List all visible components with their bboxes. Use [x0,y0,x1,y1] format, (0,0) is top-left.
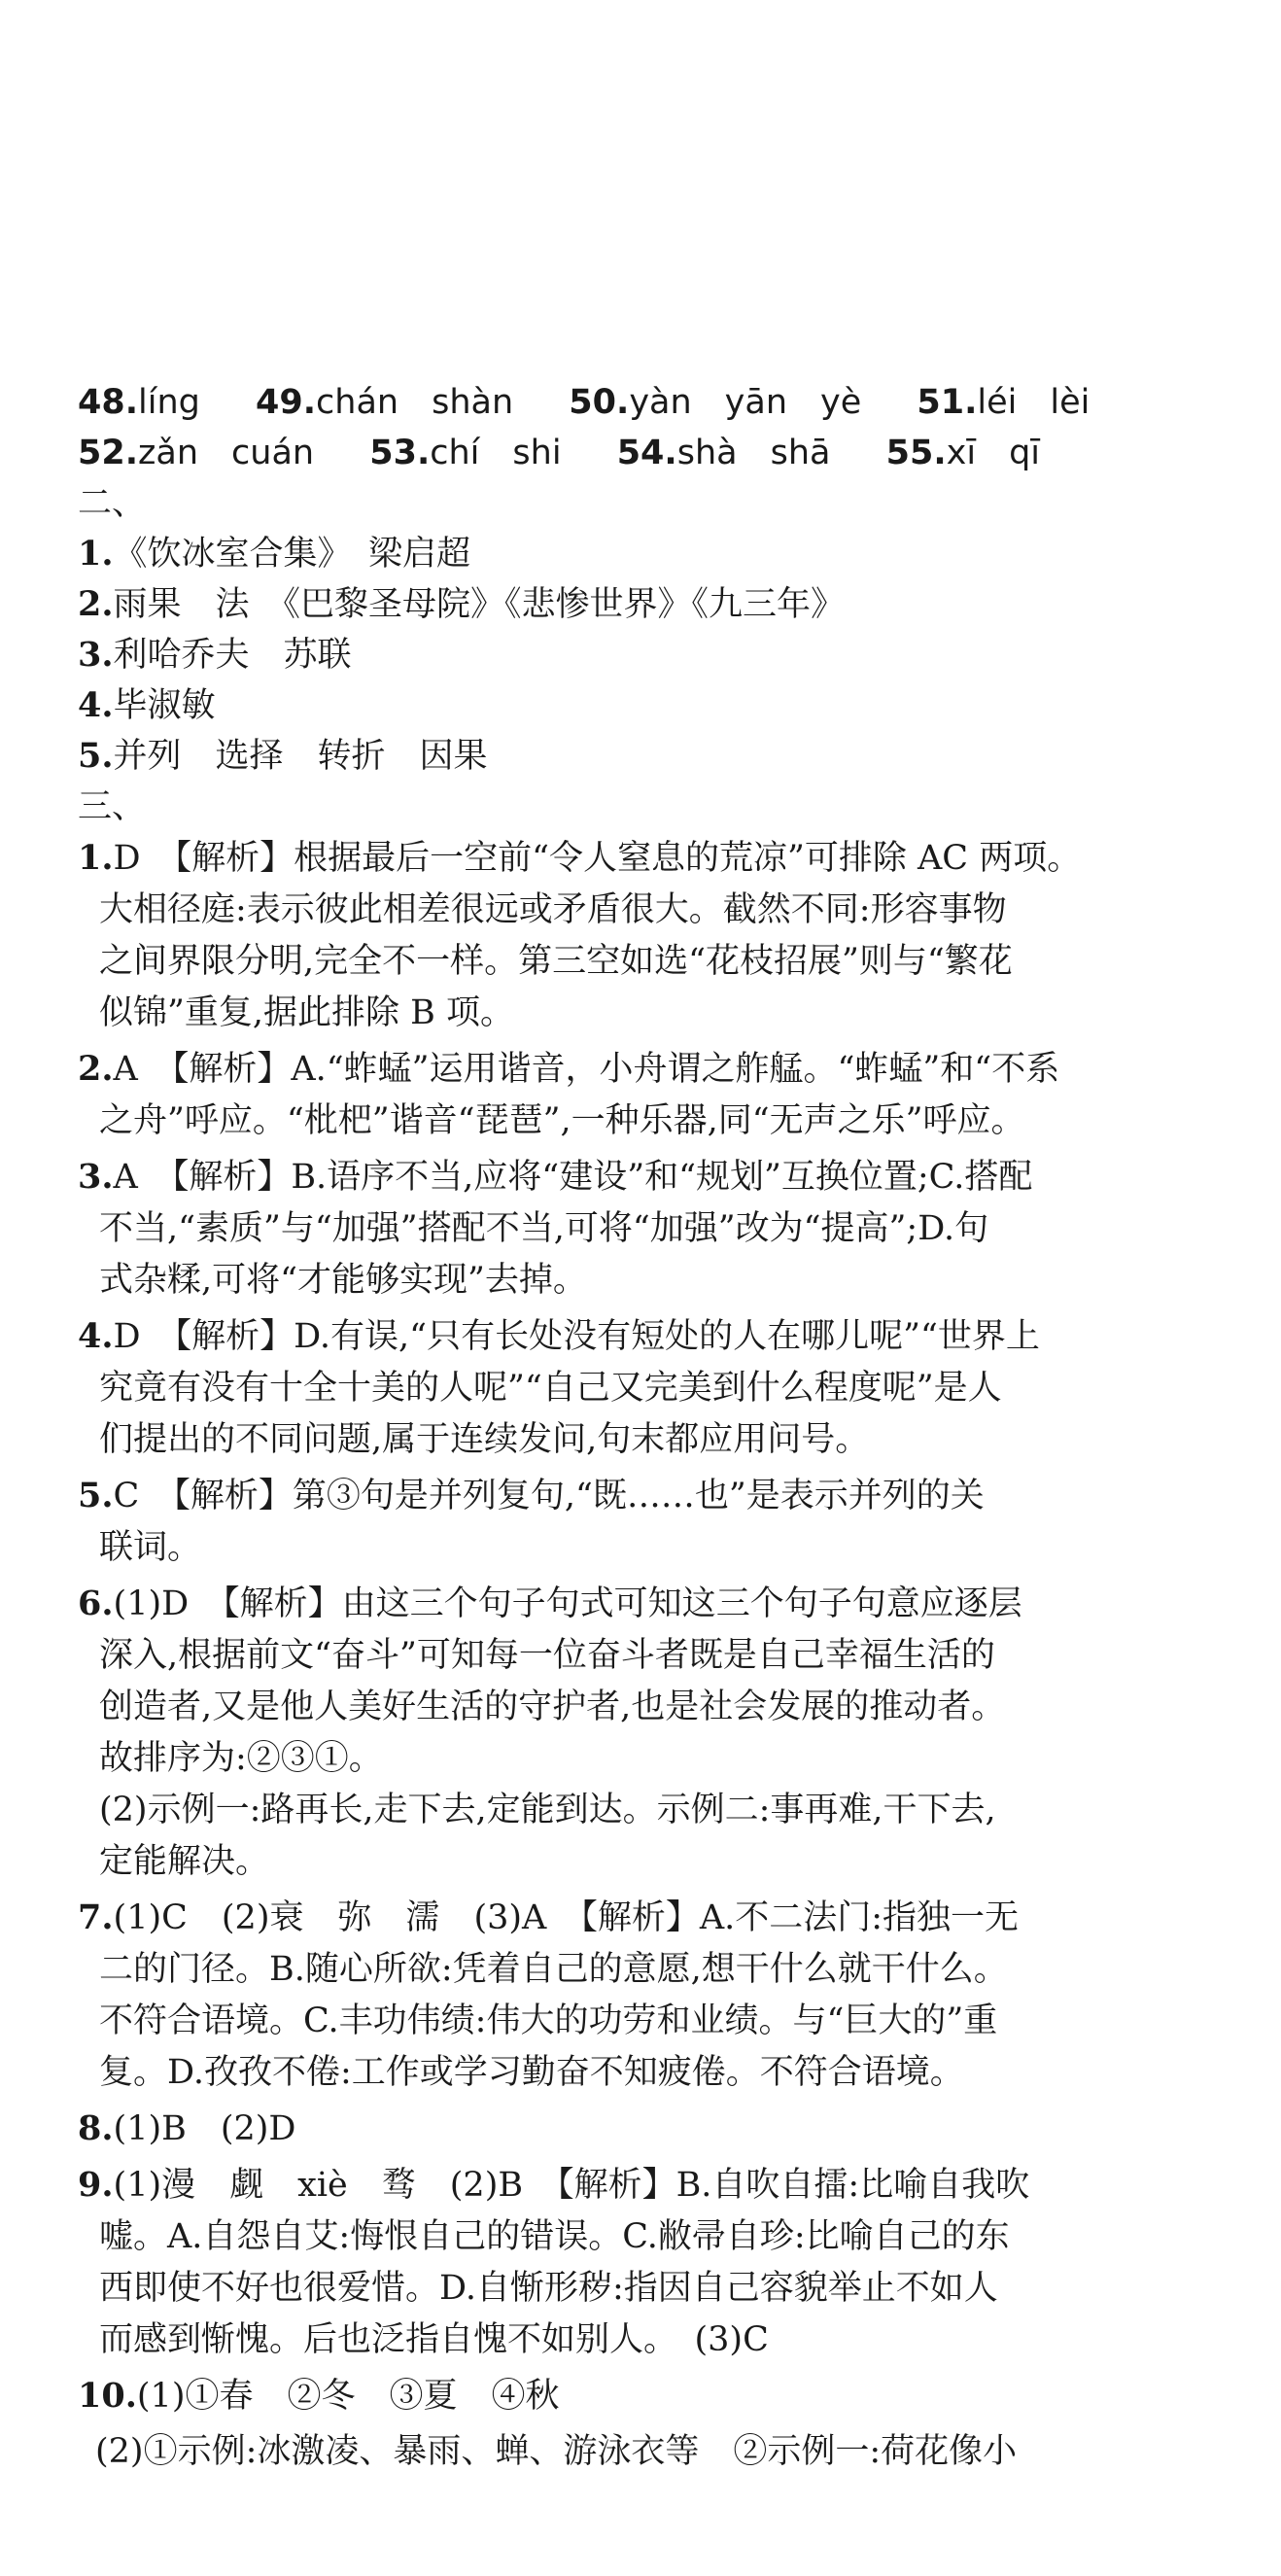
answer-text: 不符合语境。C.丰功伟绩:伟大的功劳和业绩。与“巨大的”重 [99,2002,998,2040]
question-number: 3. [78,635,114,675]
pinyin-answer: lèi [1050,383,1091,422]
answer-item [78,2103,1225,2155]
answer-text: 嘘。A.自怨自艾:悔恨自己的错误。C.敝帚自珍:比喻自己的东 [99,2217,1010,2256]
answer-text: (1)①春 ②冬 ③夏 ④秋 [136,2377,560,2416]
answer-line [78,1203,1225,1255]
pinyin-answer: yàn [629,383,692,422]
answer-text: (1)漫 觑 xiè 骛 (2)B 【解析】B.自吹自擂:比喻自我吹 [113,2166,1030,2205]
answer-line [78,1836,1225,1888]
answer-text: A 【解析】B.语序不当,应将“建设”和“规划”互换位置;C.搭配 [113,1158,1033,1197]
answer-item [78,680,1225,731]
answer-text: 二的门径。B.随心所欲:凭着自己的意愿,想干什么就干什么。 [99,1950,1008,1989]
answer-line [78,2263,1225,2315]
answer-line [78,2211,1225,2263]
answer-line [78,1151,1225,1203]
pinyin-answer: líng [138,383,200,422]
question-number: 2. [78,584,114,624]
question-number: 49. [256,383,317,422]
answer-line [78,885,1225,936]
question-number: 53. [369,434,431,472]
answer-item [78,832,1225,1039]
question-number: 48. [78,383,139,422]
answer-item [78,529,1225,579]
answer-text: 西即使不好也很爱惜。D.自惭形秽:指因自己容貌举止不如人 [99,2269,998,2308]
answer-line [78,1892,1225,1944]
answer-line [78,936,1225,988]
answer-item [78,1310,1225,1466]
question-number: 1. [78,534,114,574]
question-number: 4. [78,1316,114,1356]
question-number: 3. [78,1157,114,1197]
answer-line [78,2047,1225,2099]
answer-item [78,1892,1225,2099]
answer-text: 定能解决。 [99,1842,270,1881]
pinyin-answer: qī [1009,434,1041,472]
pinyin-answer: léi [977,383,1018,422]
answer-item [78,1151,1225,1306]
question-number: 6. [78,1584,114,1623]
question-number: 10. [78,2376,137,2416]
pinyin-answer: shàn [432,383,514,422]
answer-line [78,2315,1225,2366]
question-number: 55. [885,434,947,472]
answer-line [78,1363,1225,1414]
answer-text: 创造者,又是他人美好生活的守护者,也是社会发展的推动者。 [99,1688,1006,1726]
answer-text: 之间界限分明,完全不一样。第三空如选“花枝招展”则与“繁花 [99,942,1013,981]
pinyin-answer: chán [316,383,399,422]
question-number: 7. [78,1897,114,1937]
answer-text: 故排序为:②③①。 [99,1739,383,1778]
section-3-list [78,832,1225,2422]
answer-text: D 【解析】D.有误,“只有长处没有短处的人在哪儿呢”“世界上 [113,1317,1040,1356]
question-number: 1. [78,838,114,878]
answer-text: 大相径庭:表示彼此相差很远或矛盾很大。截然不同:形容事物 [99,890,1007,929]
answer-text: A 【解析】A.“蚱蜢”运用谐音，小舟谓之舴艋。“蚱蜢”和“不系 [113,1050,1060,1089]
answer-line [78,1944,1225,1996]
question-number: 8. [78,2108,114,2148]
question-number: 51. [917,383,978,422]
answer-text: 式杂糅,可将“才能够实现”去掉。 [99,1261,587,1300]
answer-text: (2)示例一:路再长,走下去,定能到达。示例二:事再难,干下去, [99,1791,996,1829]
answer-text: (1)B (2)D [113,2109,296,2148]
question-number: 9. [78,2165,114,2205]
pinyin-answer: yè [820,383,862,422]
answer-text: 而感到惭愧。后也泛指自愧不如别人。 (3)C [99,2320,769,2359]
answer-text: D 【解析】根据最后一空前“令人窒息的荒凉”可排除 AC 两项。 [113,839,1082,878]
pinyin-answer: yān [724,383,787,422]
answer-line [78,1255,1225,1306]
answer-line [78,1414,1225,1466]
answer-item [78,731,1225,782]
answer-text: 之舟”呼应。“枇杷”谐音“琵琶”,一种乐器,同“无声之乐”呼应。 [99,1101,1025,1140]
answer-text: (1)D 【解析】由这三个句子句式可知这三个句子句意应逐层 [113,1584,1022,1623]
answer-text: 利哈乔夫 苏联 [113,636,352,675]
answer-item [78,579,1225,630]
answer-text: 联词。 [99,1528,202,1567]
answer-text: 并列 选择 转折 因果 [113,737,488,776]
answer-line [78,1682,1225,1733]
pinyin-answer: cuán [231,434,315,472]
answer-line [78,988,1225,1039]
answer-line [78,2370,1225,2422]
pinyin-answer: shà [676,434,738,472]
answer-text: 深入,根据前文“奋斗”可知每一位奋斗者既是自己幸福生活的 [99,1636,995,1675]
pinyin-row-2 [78,428,1225,478]
answer-text: (1)C (2)衰 弥 濡 (3)A 【解析】A.不二法门:指独一无 [113,1898,1020,1937]
section-2-list [78,529,1225,782]
pinyin-answer: shā [770,434,831,472]
answer-text: 似锦”重复,据此排除 B 项。 [99,993,514,1032]
question-number: 50. [569,383,630,422]
section-heading: 三、 [78,787,147,826]
question-number: 5. [78,736,114,776]
answer-line [78,1310,1225,1363]
question-number: 2. [78,1049,114,1089]
pinyin-row-1 [78,377,1225,428]
answer-text: C 【解析】第③句是并列复句,“既……也”是表示并列的关 [113,1477,985,1515]
answer-text: 究竟有没有十全十美的人呢”“自己又完美到什么程度呢”是人 [99,1369,1002,1408]
answer-text: 毕淑敏 [113,686,216,725]
pinyin-answer: xī [946,434,977,472]
section-heading: 二、 [78,484,147,523]
question-number: 5. [78,1476,114,1515]
question-number: 54. [616,434,677,472]
answer-text: 《饮冰室合集》 梁启超 [113,535,471,574]
answer-item [78,1043,1225,1147]
answer-line [78,1470,1225,1522]
answer-line [78,2103,1225,2155]
answer-line [78,2159,1225,2211]
answer-text: 们提出的不同问题,属于连续发问,句末都应用问号。 [99,1420,870,1459]
answer-line: (2)①示例:冰激凌、暴雨、蝉、游泳衣等 ②示例一:荷花像小 [95,2432,1018,2471]
answer-line [78,1096,1225,1147]
answer-line [78,1733,1225,1785]
answer-text: 雨果 法 《巴黎圣母院》《悲惨世界》《九三年》 [113,585,846,624]
answer-line [78,1785,1225,1836]
answer-line [78,1996,1225,2047]
answer-line [78,1522,1225,1574]
answer-item [78,1470,1225,1574]
answer-text: 复。D.孜孜不倦:工作或学习勤奋不知疲倦。不符合语境。 [99,2053,964,2092]
answer-line [78,832,1225,885]
pinyin-answer: shi [512,434,562,472]
question-number: 52. [78,434,139,472]
question-number: 4. [78,685,114,725]
answer-text: 不当,“素质”与“加强”搭配不当,可将“加强”改为“提高”;D.句 [99,1209,989,1248]
answer-line [78,1630,1225,1682]
answer-item [78,2159,1225,2366]
answer-item [78,1578,1225,1888]
answer-line [78,1578,1225,1630]
pinyin-answer: zǎn [138,434,199,472]
answer-item [78,630,1225,680]
answer-item [78,2370,1225,2422]
answer-line [78,1043,1225,1096]
answer-content [78,377,1225,2482]
pinyin-answer: chí [430,434,480,472]
